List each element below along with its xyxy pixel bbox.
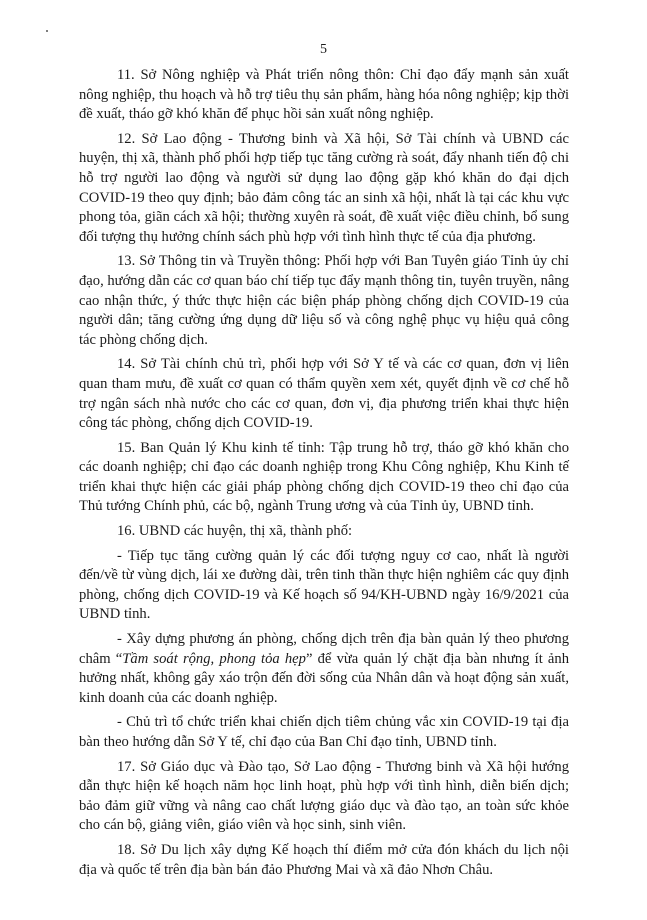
paragraph-11: 11. Sở Nông nghiệp và Phát triển nông thôn: Chỉ đạo đẩy mạnh sản xuất nông nghiệp, thu hoạch và hỗ trợ tiêu thụ sản phẩm, hàng hóa nông nghiệp; kịp thời đề xuất, tháo gỡ khó khăn để phục hồi sản xuất nông nghiệp. (79, 67, 569, 123)
motto-italic: Tầm soát rộng, phong tỏa hẹp (122, 650, 306, 667)
paragraph-16-heading: 16. UBND các huyện, thị xã, thành phố: (117, 523, 353, 540)
paragraph-15: 15. Ban Quản lý Khu kinh tế tỉnh: Tập trung hỗ trợ, tháo gỡ khó khăn cho các doanh nghiệp; chỉ đạo các doanh nghiệp trong Khu Công nghiệp, Khu Kinh tế triển khai thực hiện các giải pháp phòng chống dịch COVID-19 theo chỉ đạo của Thủ tướng Chính phủ, các bộ, ngành Trung ương và của Tỉnh ủy, UBND tỉnh. (79, 439, 569, 515)
document-body (79, 66, 569, 885)
page-number: 5 (320, 42, 327, 57)
paragraph-17: 17. Sở Giáo dục và Đào tạo, Sở Lao động - Thương binh và Xã hội hướng dẫn thực hiện kế hoạch năm học linh hoạt, phù hợp với tình hình, diễn biến dịch; bảo đảm giữ vững và nâng cao chất lượng giáo dục và đào tạo, an toàn sức khỏe cho cán bộ, giảng viên, giáo viên và học sinh, sinh viên. (79, 758, 569, 834)
paragraph-14: 14. Sở Tài chính chủ trì, phối hợp với Sở Y tế và các cơ quan, đơn vị liên quan tham mưu, đề xuất cơ quan có thẩm quyền xem xét, quyết định về cơ chế hỗ trợ ngân sách nhà nước cho các cơ quan, đơn vị, địa phương triển khai thực hiện công tác phòng, chống dịch COVID-19. (79, 356, 569, 432)
scan-speck (46, 30, 48, 32)
paragraph-13: 13. Sở Thông tin và Truyền thông: Phối hợp với Ban Tuyên giáo Tỉnh ủy chỉ đạo, hướng dẫn các cơ quan báo chí tiếp tục đẩy mạnh thông tin, tuyên truyền, nâng cao nhận thức, ý thức thực hiện các biện pháp phòng chống dịch COVID-19 của người dân; tăng cường ứng dụng dữ liệu số và công nghệ phục vụ hiệu quả công tác phòng chống dịch. (79, 253, 569, 348)
paragraph-18: 18. Sở Du lịch xây dựng Kế hoạch thí điểm mở cửa đón khách du lịch nội địa và quốc tế trên địa bàn bán đảo Phương Mai và xã đảo Nhơn Châu. (79, 841, 569, 878)
item-2-text-before: - Xây dựng phương án phòng, chống dịch trên địa bàn quản lý theo phương châm “ (79, 631, 569, 667)
paragraph-12: 12. Sở Lao động - Thương binh và Xã hội, Sở Tài chính và UBND các huyện, thị xã, thành phố phối hợp tiếp tục tăng cường rà soát, đẩy nhanh tiến độ chi hỗ trợ người lao động và người sử dụng lao động gặp khó khăn do đại dịch COVID-19 theo quy định; bảo đảm công tác an sinh xã hội, nhất là tại các khu vực phong tỏa, giãn cách xã hội; thường xuyên rà soát, đề xuất việc điều chỉnh, bổ sung đối tượng thụ hưởng chính sách phù hợp với tình hình thực tế của địa phương. (79, 130, 569, 245)
paragraph-16-item-2 (79, 630, 569, 708)
paragraph-16-item-1: - Tiếp tục tăng cường quản lý các đối tượng nguy cơ cao, nhất là người đến/về từ vùng dịch, lái xe đường dài, trên tinh thần thực hiện nghiêm các quy định phòng, chống dịch COVID-19 và Kế hoạch số 94/KH-UBND ngày 16/9/2021 của UBND tỉnh. (79, 547, 569, 623)
paragraph-16-item-3: - Chủ trì tổ chức triển khai chiến dịch tiêm chủng vắc xin COVID-19 tại địa bàn theo hướng dẫn Sở Y tế, chỉ đạo của Ban Chỉ đạo tỉnh, UBND tỉnh. (79, 714, 569, 750)
item-2-text-after: ” để vừa quản lý chặt địa bàn nhưng ít ảnh hưởng nhất, không gây xáo trộn đến đời sống của Nhân dân và hoạt động sản xuất, kinh doanh của các doanh nghiệp. (79, 650, 570, 706)
